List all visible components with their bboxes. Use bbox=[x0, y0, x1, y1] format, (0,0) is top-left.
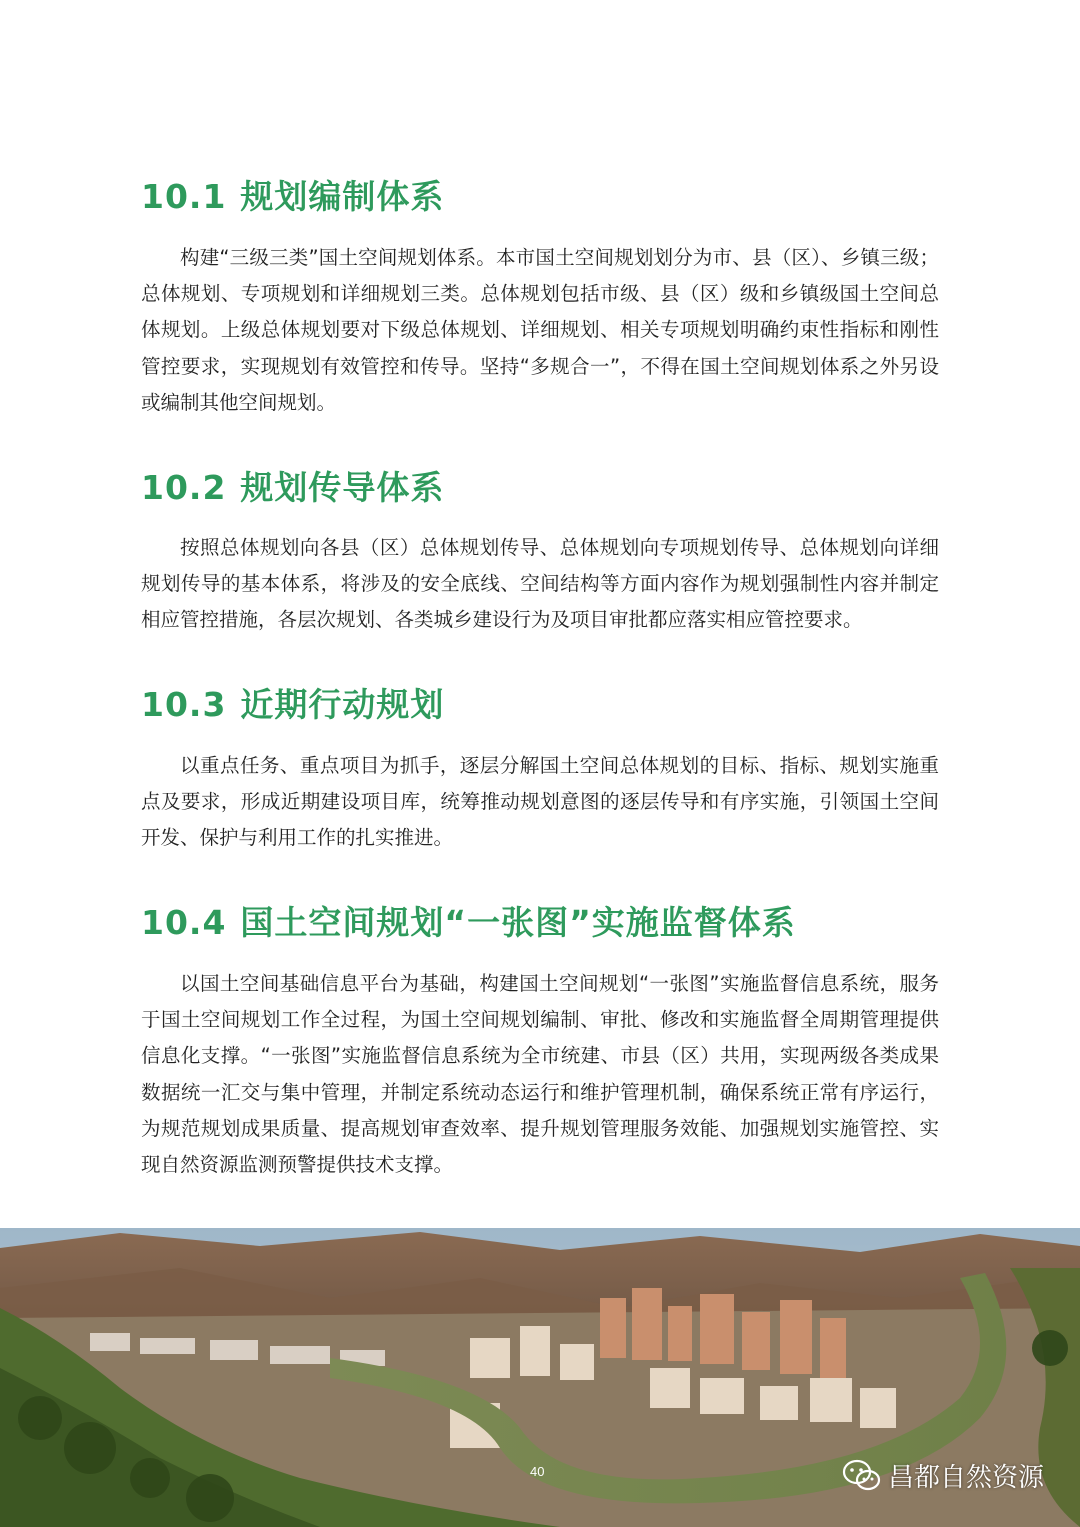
section-heading-10-1 bbox=[141, 171, 444, 218]
wechat-watermark bbox=[842, 1457, 1044, 1494]
section-title: 规划编制体系 bbox=[240, 177, 445, 216]
section-number: 10.3 bbox=[141, 685, 227, 724]
section-heading-10-3 bbox=[141, 679, 444, 726]
section-number: 10.1 bbox=[141, 177, 227, 216]
section-paragraph-10-1: 构建“三级三类”国土空间规划体系。本市国土空间规划划分为市、县（区）、乡镇三级；总体规划、专项规划和详细规划三类。总体规划包括市级、县（区）级和乡镇级国土空间总体规划。上级总体规划要对下级总体规划、详细规划、相关专项规划明确约束性指标和刚性管控要求，实现规划有效管控和传导。坚持“多规合一”，不得在国土空间规划体系之外另设或编制其他空间规划。 bbox=[141, 246, 939, 414]
section-title: 国土空间规划“一张图”实施监督体系 bbox=[240, 903, 796, 942]
section-number: 10.2 bbox=[141, 468, 227, 507]
section-title: 规划传导体系 bbox=[240, 468, 445, 507]
section-paragraph-10-3: 以重点任务、重点项目为抓手，逐层分解国土空间总体规划的目标、指标、规划实施重点及要求，形成近期建设项目库，统筹推动规划意图的逐层传导和有序实施，引领国土空间开发、保护与利用工作的扎实推进。 bbox=[141, 754, 939, 850]
section-title: 近期行动规划 bbox=[240, 685, 445, 724]
section-paragraph-10-2: 按照总体规划向各县（区）总体规划传导、总体规划向专项规划传导、总体规划向详细规划传导的基本体系，将涉及的安全底线、空间结构等方面内容作为规划强制性内容并制定相应管控措施，各层次规划、各类城乡建设行为及项目审批都应落实相应管控要求。 bbox=[141, 536, 939, 632]
page-number: 40 bbox=[530, 1464, 545, 1479]
section-number: 10.4 bbox=[141, 903, 227, 942]
wechat-icon bbox=[842, 1459, 882, 1493]
section-heading-10-4 bbox=[141, 897, 796, 944]
section-heading-10-2 bbox=[141, 462, 444, 509]
watermark-text: 昌都自然资源 bbox=[887, 1463, 1044, 1493]
section-paragraph-10-4: 以国土空间基础信息平台为基础，构建国土空间规划“一张图”实施监督信息系统，服务于国土空间规划工作全过程，为国土空间规划编制、审批、修改和实施监督全周期管理提供信息化支撑。“一张图”实施监督信息系统为全市统建、市县（区）共用，实现两级各类成果数据统一汇交与集中管理，并制定系统动态运行和维护管理机制，确保系统正常有序运行，为规范规划成果质量、提高规划审查效率、提升规划管理服务效能、加强规划实施管控、实现自然资源监测预警提供技术支撑。 bbox=[141, 972, 939, 1177]
